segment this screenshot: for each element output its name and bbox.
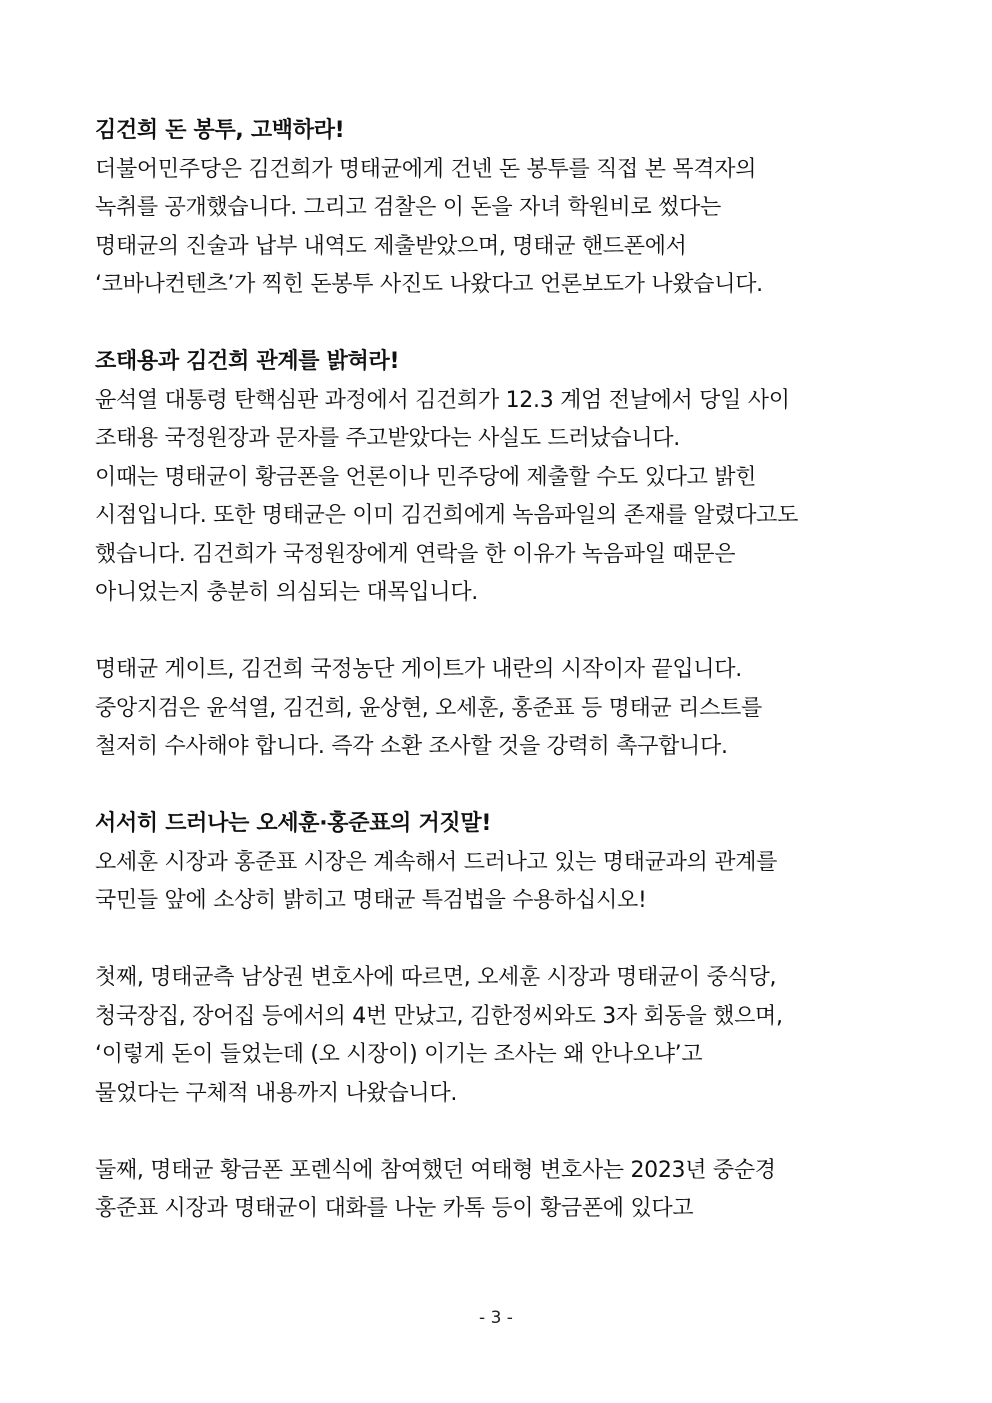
paragraph-line: 조태용 국정원장과 문자를 주고받았다는 사실도 드러났습니다. (95, 426, 680, 451)
paragraph-line: 시점입니다. 또한 명태균은 이미 김건희에게 녹음파일의 존재를 알렸다고도 (95, 503, 799, 528)
paragraph-line: 첫째, 명태균측 남상권 변호사에 따르면, 오세훈 시장과 명태균이 중식당, (95, 965, 777, 990)
paragraph-line: 이때는 명태균이 황금폰을 언론이나 민주당에 제출할 수도 있다고 밝힌 (95, 464, 757, 490)
paragraph-line: 오세훈 시장과 홍준표 시장은 계속해서 드러나고 있는 명태균과의 관계를 (95, 849, 778, 875)
document-body (95, 112, 895, 1229)
section-heading: 서서히 드러나는 오세훈·홍준표의 거짓말! (95, 811, 492, 836)
paragraph-line: 더불어민주당은 김건희가 명태균에게 건넨 돈 봉투를 직접 본 목격자의 (95, 156, 757, 182)
paragraph-spacer (95, 1113, 895, 1152)
paragraph-line: ‘이렇게 돈이 들었는데 (오 시장이) 이기는 조사는 왜 안나오냐’고 (95, 1042, 703, 1067)
page-number: - 3 - (479, 1308, 513, 1328)
paragraph-spacer (95, 767, 895, 806)
paragraph-line: 했습니다. 김건희가 국정원장에게 연락을 한 이유가 녹음파일 때문은 (95, 541, 736, 567)
paragraph-line: 물었다는 구체적 내용까지 나왔습니다. (95, 1080, 458, 1106)
paragraph-line: 녹취를 공개했습니다. 그리고 검찰은 이 돈을 자녀 학원비로 썼다는 (95, 195, 721, 220)
section-heading: 조태용과 김건희 관계를 밝혀라! (95, 349, 400, 374)
paragraph-line: 철저히 수사해야 합니다. 즉각 소환 조사할 것을 강력히 촉구합니다. (95, 734, 728, 759)
paragraph-spacer (95, 305, 895, 344)
paragraph-spacer (95, 921, 895, 960)
paragraph-line: 명태균 게이트, 김건희 국정농단 게이트가 내란의 시작이자 끝입니다. (95, 657, 742, 682)
paragraph-line: 둘째, 명태균 황금폰 포렌식에 참여했던 여태형 변호사는 2023년 중순경 (95, 1157, 776, 1183)
paragraph-line: ‘코바나컨텐츠’가 찍힌 돈봉투 사진도 나왔다고 언론보도가 나왔습니다. (95, 272, 763, 297)
paragraph-spacer (95, 613, 895, 652)
section-heading: 김건희 돈 봉투, 고백하라! (95, 118, 345, 143)
paragraph-line: 홍준표 시장과 명태균이 대화를 나눈 카톡 등이 황금폰에 있다고 (95, 1196, 694, 1221)
paragraph-line: 중앙지검은 윤석열, 김건희, 윤상현, 오세훈, 홍준표 등 명태균 리스트를 (95, 695, 762, 721)
paragraph-line: 아니었는지 충분히 의심되는 대목입니다. (95, 580, 478, 605)
paragraph-line: 윤석열 대통령 탄핵심판 과정에서 김건희가 12.3 계엄 전날에서 당일 사이 (95, 387, 790, 413)
paragraph-line: 명태균의 진술과 납부 내역도 제출받았으며, 명태균 핸드폰에서 (95, 233, 687, 259)
paragraph-line: 청국장집, 장어집 등에서의 4번 만났고, 김한정씨와도 3자 회동을 했으며, (95, 1003, 783, 1029)
paragraph-line: 국민들 앞에 소상히 밝히고 명태균 특검법을 수용하십시오! (95, 888, 647, 913)
